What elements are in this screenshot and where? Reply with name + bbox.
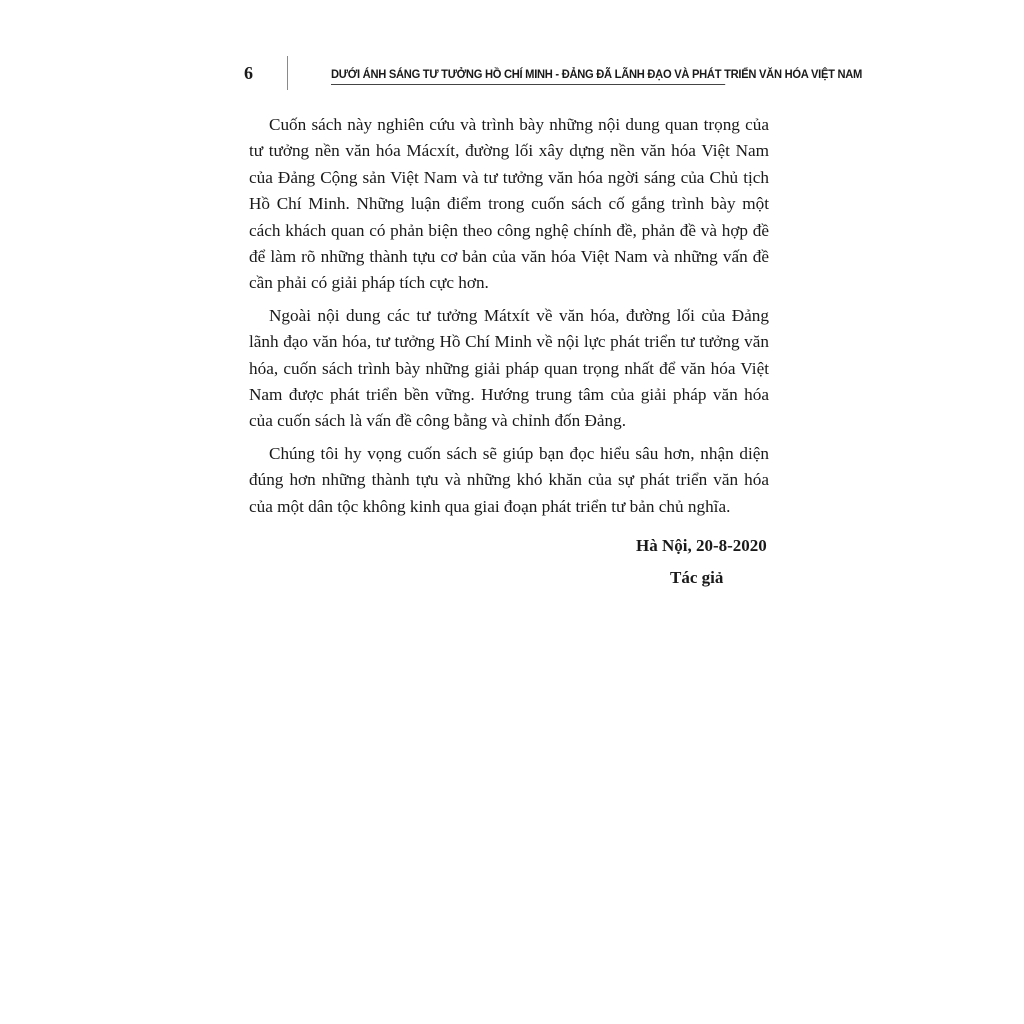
paragraph-1: Cuốn sách này nghiên cứu và trình bày những nội dung quan trọng của tư tưởng nền văn hóa Mácxít, đường lối xây dựng nền văn hóa Việt Nam của Đảng Cộng sản Việt Nam và tư tưởng văn hóa ngời sáng của Chủ tịch Hồ Chí Minh. Những luận điểm trong cuốn sách cố gắng trình bày một cách khách quan có phản biện theo công nghệ chính đề, phản đề và hợp đề để làm rõ những thành tựu cơ bản của văn hóa Việt Nam và những vấn đề cần phải có giải pháp tích cực hơn. [249, 115, 769, 293]
signature-date: Hà Nội, 20-8-2020 [636, 536, 767, 555]
paragraph-2: Ngoài nội dung các tư tưởng Mátxít về văn hóa, đường lối của Đảng lãnh đạo văn hóa, tư tưởng Hồ Chí Minh về nội lực phát triển tư tưởng văn hóa, cuốn sách trình bày những giải pháp quan trọng nhất để văn hóa Việt Nam được phát triển bền vững. Hướng trung tâm của giải pháp văn hóa của cuốn sách là vấn đề công bằng và chỉnh đốn Đảng. [249, 305, 769, 431]
running-header: DƯỚI ÁNH SÁNG TƯ TƯỞNG HỒ CHÍ MINH - ĐẢNG ĐÃ LÃNH ĐẠO VÀ PHÁT TRIỂN VĂN HÓA VIỆT NAM [331, 66, 725, 85]
body-text [249, 112, 769, 526]
page-number: 6 [244, 63, 253, 83]
signature-author: Tác giả [670, 568, 724, 587]
header-divider [287, 56, 288, 90]
paragraph-3: Chúng tôi hy vọng cuốn sách sẽ giúp bạn đọc hiểu sâu hơn, nhận diện đúng hơn những thành tựu và những khó khăn của sự phát triển văn hóa của một dân tộc không kinh qua giai đoạn phát triển tư bản chủ nghĩa. [249, 443, 769, 516]
